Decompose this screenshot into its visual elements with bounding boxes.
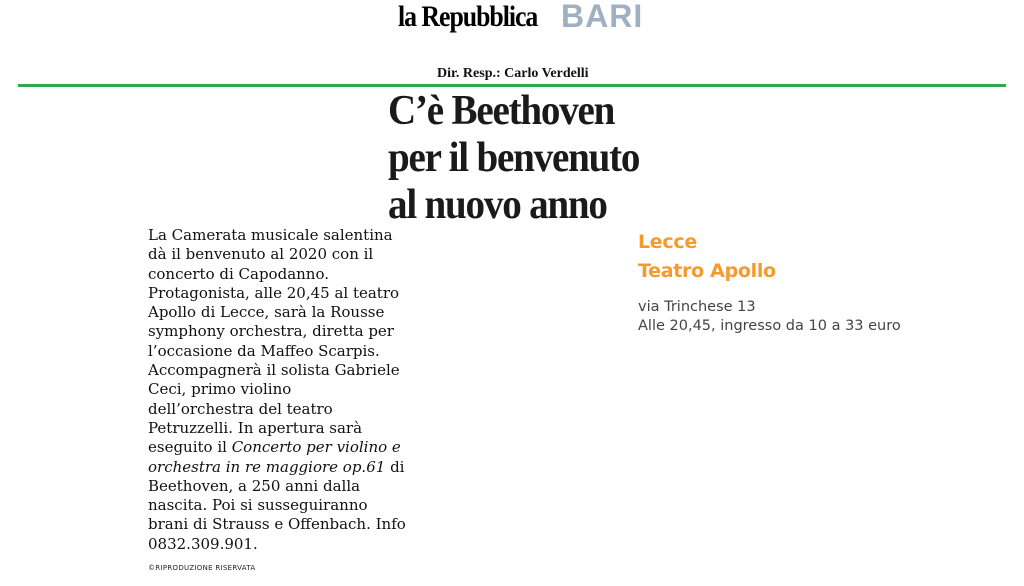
masthead [398, 0, 644, 34]
copyright-notice: ©RIPRODUZIONE RISERVATA [148, 564, 256, 572]
body-line: Accompagnerà il solista Gabriele [148, 361, 400, 380]
event-address: via Trinchese 13 [638, 299, 756, 315]
body-line: Apollo di Lecce, sarà la Rousse [148, 303, 385, 322]
body-line [148, 438, 448, 457]
work-title-part-1: Concerto per violino e [231, 438, 401, 457]
body-line: 0832.309.901. [148, 534, 258, 553]
headline-line-1: C’è Beethoven [388, 88, 615, 134]
header-divider [18, 84, 1006, 87]
article-headline [388, 88, 658, 229]
body-line: Protagonista, alle 20,45 al teatro [148, 283, 400, 302]
body-line: Ceci, primo violino [148, 380, 292, 399]
body-line: brani di Strauss e Offenbach. Info [148, 515, 406, 534]
body-line: concerto di Capodanno. [148, 264, 329, 283]
headline-line-3: al nuovo anno [388, 182, 607, 228]
event-info-box [638, 228, 901, 336]
body-line [148, 458, 448, 477]
body-line: dà il benvenuto al 2020 con il [148, 245, 374, 264]
director-credit: Dir. Resp.: Carlo Verdelli [437, 66, 589, 81]
event-city: Lecce [638, 231, 697, 253]
newspaper-logo: la Repubblica [398, 0, 538, 33]
event-venue: Teatro Apollo [638, 260, 776, 282]
body-line: dell’orchestra del teatro [148, 399, 333, 418]
event-details: Alle 20,45, ingresso da 10 a 33 euro [638, 318, 901, 334]
body-line: Petruzzelli. In apertura sarà [148, 418, 363, 437]
body-line: La Camerata musicale salentina [148, 226, 393, 244]
article-body [148, 226, 448, 554]
headline-line-2: per il benvenuto [388, 135, 640, 181]
body-line: symphony orchestra, diretta per [148, 322, 394, 341]
body-text: eseguito il [148, 438, 232, 457]
body-text: di [385, 457, 405, 476]
body-line: Beethoven, a 250 anni dalla [148, 476, 361, 495]
section-title: BARI [561, 0, 644, 34]
work-title-part-2: orchestra in re maggiore op.61 [148, 457, 386, 476]
body-line: l’occasione da Maffeo Scarpis. [148, 341, 380, 360]
body-line: nascita. Poi si susseguiranno [148, 496, 368, 515]
